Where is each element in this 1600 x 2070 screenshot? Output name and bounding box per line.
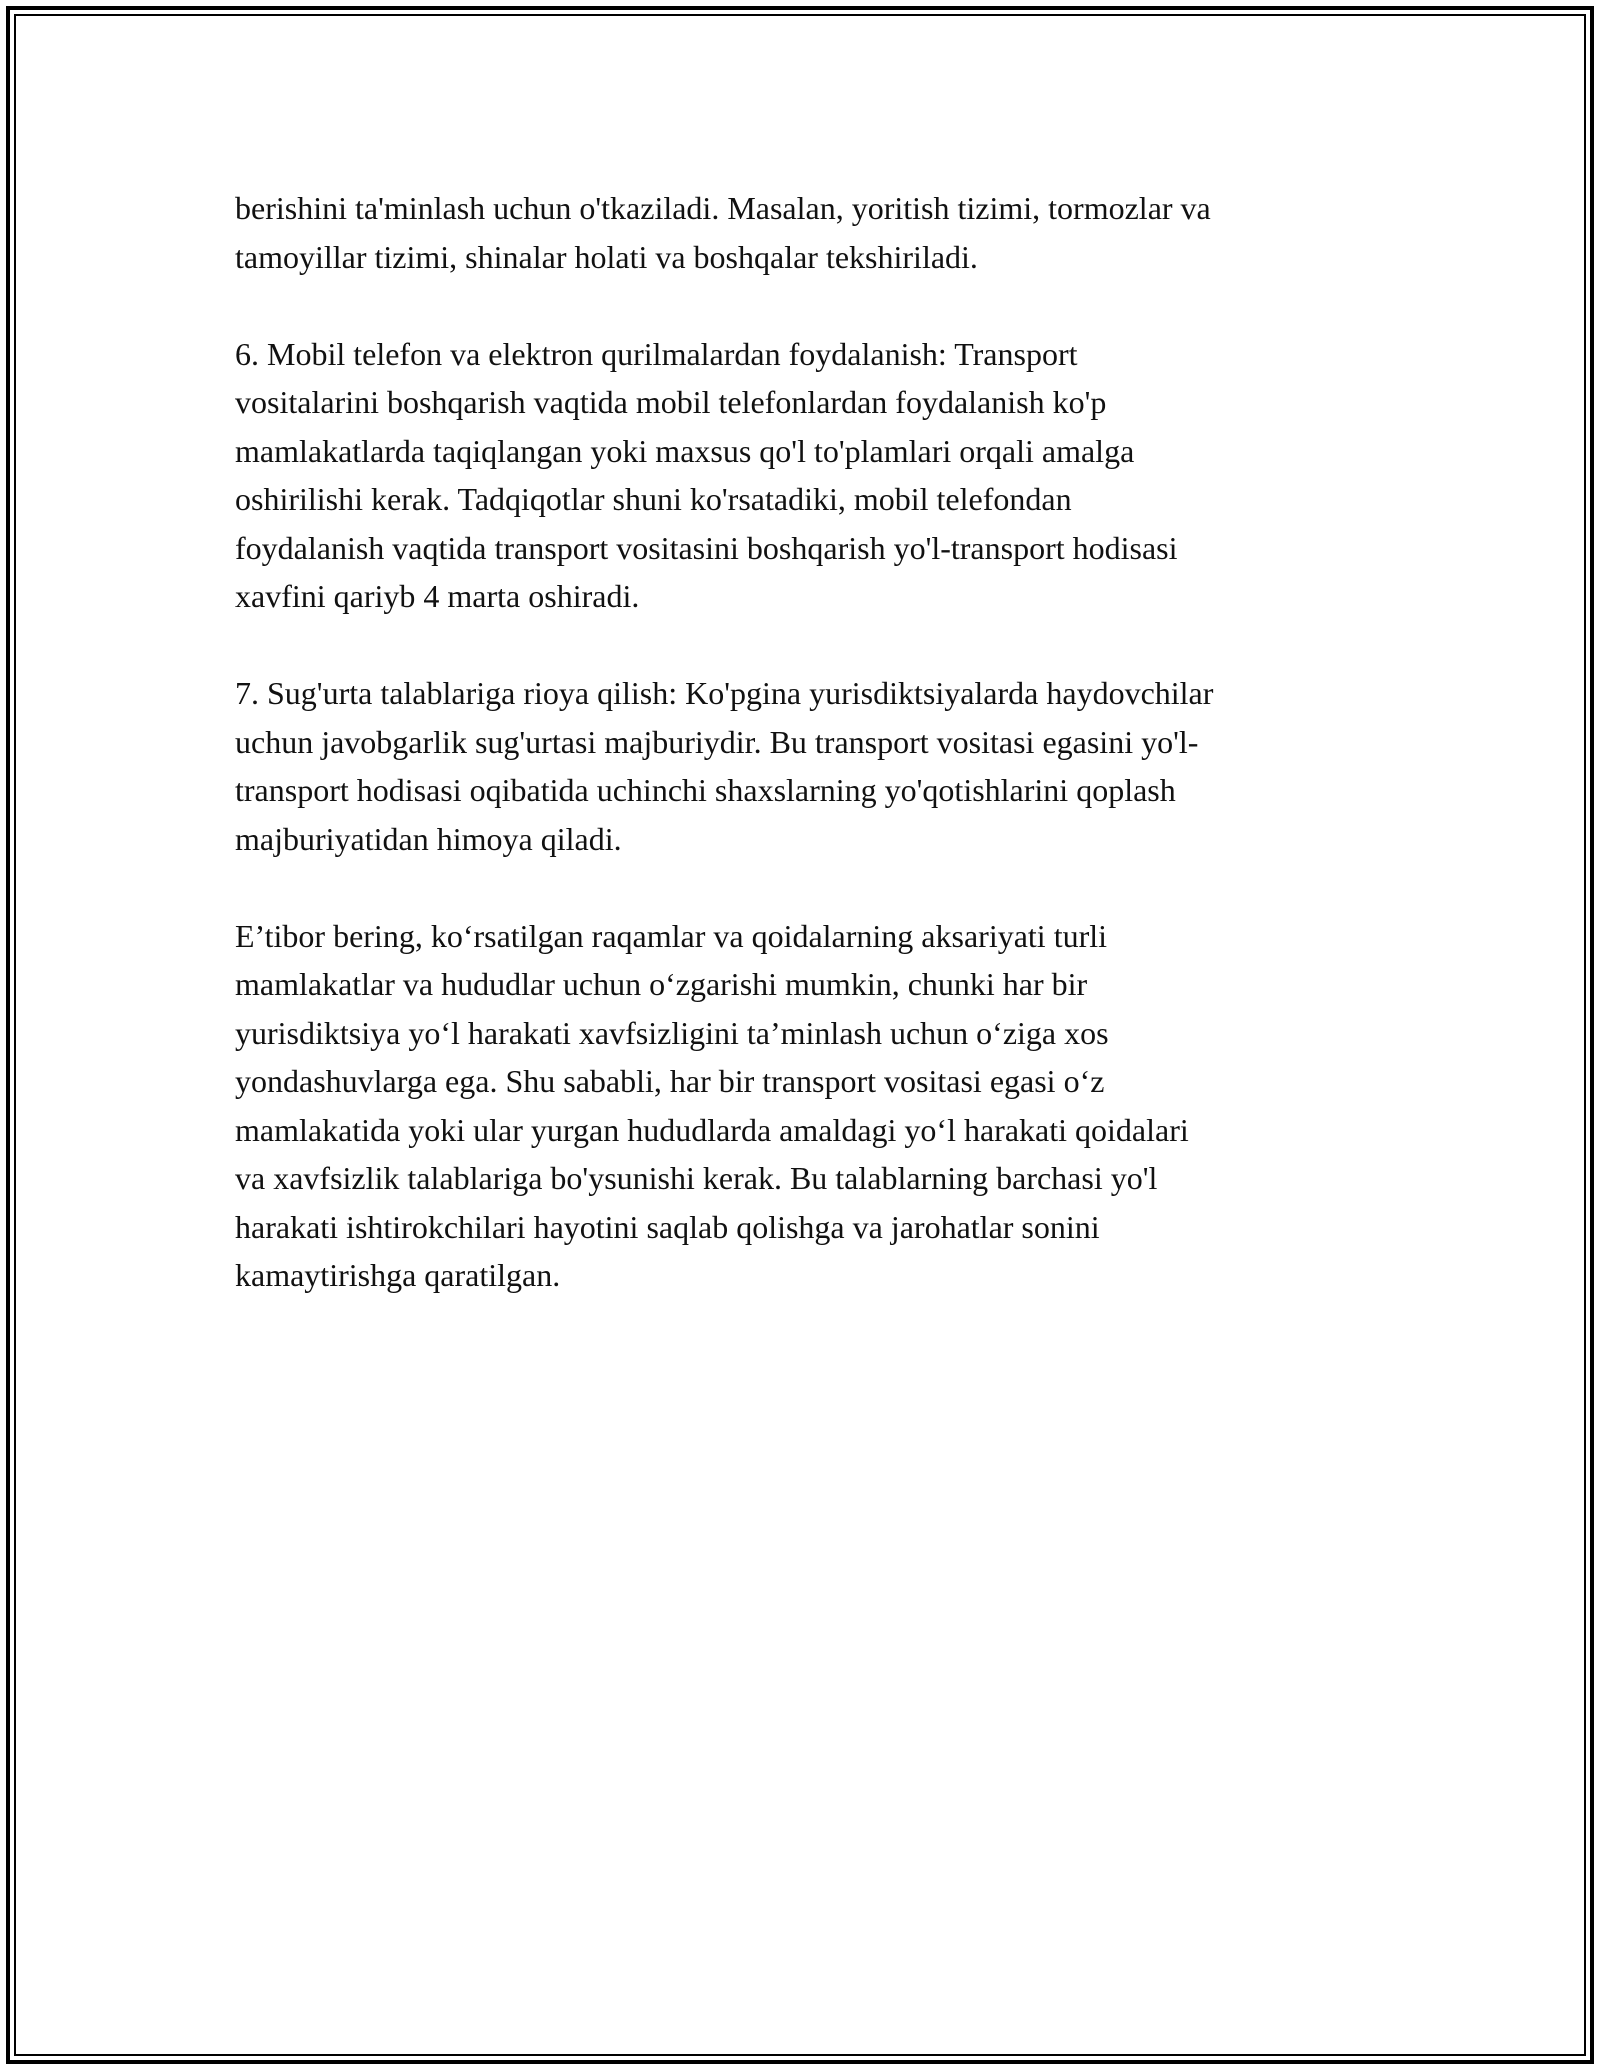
- text-line: vositalarini boshqarish vaqtida mobil telefonlardan foydalanish ko'p: [235, 384, 1107, 420]
- text-line: E’tibor bering, ko‘rsatilgan raqamlar va qoidalarning aksariyati turli: [235, 917, 1108, 954]
- paragraph-mobile-phone: [235, 330, 1375, 621]
- text-line: 6. Mobil telefon va elektron qurilmalardan foydalanish: Transport: [235, 335, 1078, 372]
- text-line: kamaytirishga qaratilgan.: [235, 1257, 561, 1293]
- text-line: xavfini qariyb 4 marta oshiradi.: [235, 578, 640, 614]
- paragraph-note: [235, 912, 1375, 1300]
- text-line: oshirilishi kerak. Tadqiqotlar shuni ko'rsatadiki, mobil telefondan: [235, 481, 1072, 517]
- text-line: va xavfsizlik talablariga bo'ysunishi kerak. Bu talablarning barchasi yo'l: [235, 1160, 1158, 1196]
- text-line: mamlakatida yoki ular yurgan hududlarda amaldagi yo‘l harakati qoidalari: [235, 1111, 1189, 1148]
- document-body: [235, 184, 1375, 1348]
- text-line: 7. Sug'urta talablariga rioya qilish: Ko'pgina yurisdiktsiyalarda haydovchilar: [235, 675, 1214, 711]
- paragraph-inspection-continued: [235, 184, 1375, 281]
- text-line: mamlakatlar va hududlar uchun o‘zgarishi mumkin, chunki har bir: [235, 966, 1088, 1002]
- text-line: transport hodisasi oqibatida uchinchi shaxslarning yo'qotishlarini qoplash: [235, 772, 1176, 808]
- text-line: majburiyatidan himoya qiladi.: [235, 820, 622, 857]
- text-line: foydalanish vaqtida transport vositasini boshqarish yo'l-transport hodisasi: [235, 529, 1178, 566]
- text-line: tamoyillar tizimi, shinalar holati va boshqalar tekshiriladi.: [235, 238, 978, 275]
- text-line: harakati ishtirokchilari hayotini saqlab qolishga va jarohatlar sonini: [235, 1208, 1100, 1245]
- text-line: uchun javobgarlik sug'urtasi majburiydir. Bu transport vositasi egasini yo'l-: [235, 723, 1199, 760]
- text-line: yondashuvlarga ega. Shu sababli, har bir transport vositasi egasi o‘z: [235, 1063, 1105, 1099]
- text-line: mamlakatlarda taqiqlangan yoki maxsus qo'l to'plamlari orqali amalga: [235, 432, 1135, 469]
- paragraph-insurance: [235, 669, 1375, 863]
- text-line: berishini ta'minlash uchun o'tkaziladi. Masalan, yoritish tizimi, tormozlar va: [235, 190, 1211, 226]
- text-line: yurisdiktsiya yo‘l harakati xavfsizligini ta’minlash uchun o‘ziga xos: [235, 1014, 1109, 1051]
